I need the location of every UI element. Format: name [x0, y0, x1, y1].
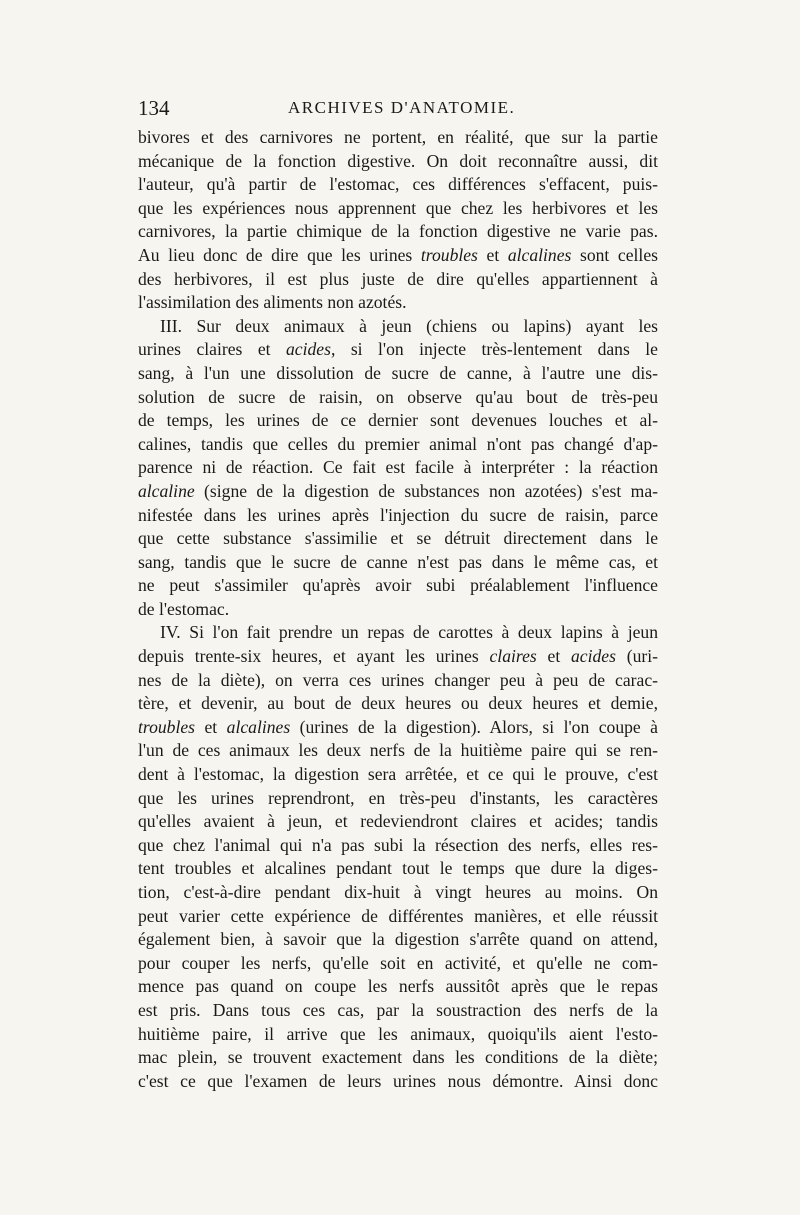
text-segment: et	[477, 244, 508, 265]
italic-text: alcalines	[226, 716, 291, 737]
text-line	[138, 716, 658, 740]
text-line	[138, 433, 658, 457]
body-text	[138, 126, 658, 1093]
text-line	[138, 881, 658, 905]
text-segment: des herbivores, il est plus juste de dire qu'elles appartiennent à	[138, 268, 658, 289]
text-segment: de l'estomac.	[138, 598, 230, 619]
text-segment: carnivores, la partie chimique de la fonction digestive ne varie pas.	[138, 221, 658, 242]
page-number: 134	[138, 96, 170, 120]
text-line	[138, 999, 658, 1023]
text-segment: (signe de la digestion de substances non azotées) s'est ma-	[194, 480, 658, 501]
text-line	[138, 834, 658, 858]
text-line	[138, 621, 658, 645]
text-line	[138, 952, 658, 976]
text-segment: nes de la diète), on verra ces urines changer peu à peu de carac-	[138, 669, 658, 690]
text-segment: sang, à l'un une dissolution de sucre de canne, à l'autre une dis-	[138, 362, 658, 383]
text-line	[138, 220, 658, 244]
text-segment: de temps, les urines de ce dernier sont devenues louches et al-	[138, 410, 658, 431]
text-segment: et	[195, 716, 227, 737]
text-segment: depuis trente-six heures, et ayant les urines	[138, 646, 490, 667]
text-segment: IV. Si l'on fait prendre un repas de carottes à deux lapins à jeun	[160, 622, 658, 643]
text-segment: mac plein, se trouvent exactement dans les conditions de la diète;	[138, 1047, 658, 1068]
text-segment: tère, et devenir, au bout de deux heures ou deux heures et demie,	[138, 693, 658, 714]
text-segment: tion, c'est-à-dire pendant dix-huit à vingt heures au moins. On	[138, 882, 658, 902]
text-line	[138, 409, 658, 433]
text-line	[138, 1046, 658, 1070]
text-line	[138, 126, 658, 150]
text-segment: également bien, à savoir que la digestion s'arrête quand on attend,	[138, 929, 658, 950]
text-line	[138, 456, 658, 480]
text-line	[138, 150, 658, 174]
running-head: ARCHIVES D'ANATOMIE.	[288, 98, 516, 117]
text-line	[138, 928, 658, 952]
text-line	[138, 315, 658, 339]
italic-text: acides	[571, 646, 616, 667]
page-header	[138, 96, 658, 126]
text-line	[138, 739, 658, 763]
text-segment: que cette substance s'assimilie et se détruit directement dans le	[138, 528, 658, 549]
text-line	[138, 1023, 658, 1047]
text-line	[138, 857, 658, 881]
text-line	[138, 692, 658, 716]
text-segment: III. Sur deux animaux à jeun (chiens ou lapins) ayant les	[160, 315, 658, 336]
text-line	[138, 574, 658, 598]
text-line	[138, 386, 658, 410]
text-segment: parence ni de réaction. Ce fait est facile à interpréter : la réaction	[138, 457, 658, 478]
text-line	[138, 645, 658, 669]
text-segment: l'un de ces animaux les deux nerfs de la huitième paire qui se ren-	[138, 740, 658, 761]
text-line	[138, 905, 658, 929]
text-segment: l'auteur, qu'à partir de l'estomac, ces différences s'effacent, puis-	[138, 174, 658, 195]
text-segment: que chez l'animal qui n'a pas subi la résection des nerfs, elles res-	[138, 834, 658, 855]
text-line	[138, 810, 658, 834]
text-line	[138, 504, 658, 528]
text-line	[138, 197, 658, 221]
text-line	[138, 480, 658, 504]
text-line	[138, 763, 658, 787]
italic-text: troubles	[420, 244, 478, 265]
italic-text: alcalines	[507, 244, 572, 265]
text-segment: Au lieu donc de dire que les urines	[138, 244, 421, 265]
text-segment: urines claires et	[138, 339, 286, 360]
text-line	[138, 338, 658, 362]
text-line	[138, 244, 658, 268]
text-segment: (uri-	[615, 646, 658, 667]
text-segment: l'assimilation des aliments non azotés.	[138, 292, 407, 313]
text-segment: huitième paire, il arrive que les animaux, quoiqu'ils aient l'esto-	[138, 1023, 658, 1044]
text-segment: dent à l'estomac, la digestion sera arrêtée, et ce qui le prouve, c'est	[138, 764, 658, 785]
text-line	[138, 787, 658, 811]
italic-text: troubles	[138, 716, 196, 737]
italic-text: alcaline	[138, 480, 195, 501]
text-segment: (urines de la digestion). Alors, si l'on coupe à	[290, 716, 658, 737]
text-segment: sont celles	[571, 244, 658, 265]
text-line	[138, 669, 658, 693]
text-line	[138, 173, 658, 197]
text-line	[138, 362, 658, 386]
text-line	[138, 551, 658, 575]
text-line	[138, 1070, 658, 1094]
text-segment: mécanique de la fonction digestive. On doit reconnaître aussi, dit	[138, 150, 658, 171]
text-segment: c'est ce que l'examen de leurs urines nous démontre. Ainsi donc	[138, 1070, 658, 1091]
text-segment: et	[536, 646, 571, 667]
text-segment: est pris. Dans tous ces cas, par la soustraction des nerfs de la	[138, 999, 658, 1020]
text-segment: bivores et des carnivores ne portent, en réalité, que sur la partie	[138, 127, 658, 147]
text-segment: , si l'on injecte très-lentement dans le	[330, 339, 658, 360]
text-segment: calines, tandis que celles du premier animal n'ont pas changé d'ap-	[138, 433, 658, 454]
text-segment: qu'elles avaient à jeun, et redeviendront claires et acides; tandis	[138, 811, 658, 832]
text-line	[138, 598, 658, 622]
book-page	[138, 96, 658, 1093]
italic-text: claires	[489, 646, 537, 667]
text-segment: que les expériences nous apprennent que chez les herbivores et les	[138, 197, 658, 218]
text-segment: que les urines reprendront, en très-peu d'instants, les caractères	[138, 787, 658, 808]
text-line	[138, 291, 658, 315]
text-line	[138, 527, 658, 551]
text-segment: ne peut s'assimiler qu'après avoir subi préalablement l'influence	[138, 575, 658, 596]
text-line	[138, 975, 658, 999]
text-segment: nifestée dans les urines après l'injection du sucre de raisin, parce	[138, 504, 658, 525]
text-segment: mence pas quand on coupe les nerfs aussitôt après que le repas	[138, 976, 658, 997]
text-segment: solution de sucre de raisin, on observe qu'au bout de très-peu	[138, 386, 658, 407]
text-segment: peut varier cette expérience de différentes manières, et elle réussit	[138, 905, 658, 926]
text-segment: pour couper les nerfs, qu'elle soit en activité, et qu'elle ne com-	[138, 952, 658, 973]
text-segment: sang, tandis que le sucre de canne n'est pas dans le même cas, et	[138, 551, 658, 572]
italic-text: acides	[286, 339, 331, 360]
text-line	[138, 268, 658, 292]
text-segment: tent troubles et alcalines pendant tout le temps que dure la diges-	[138, 858, 658, 879]
